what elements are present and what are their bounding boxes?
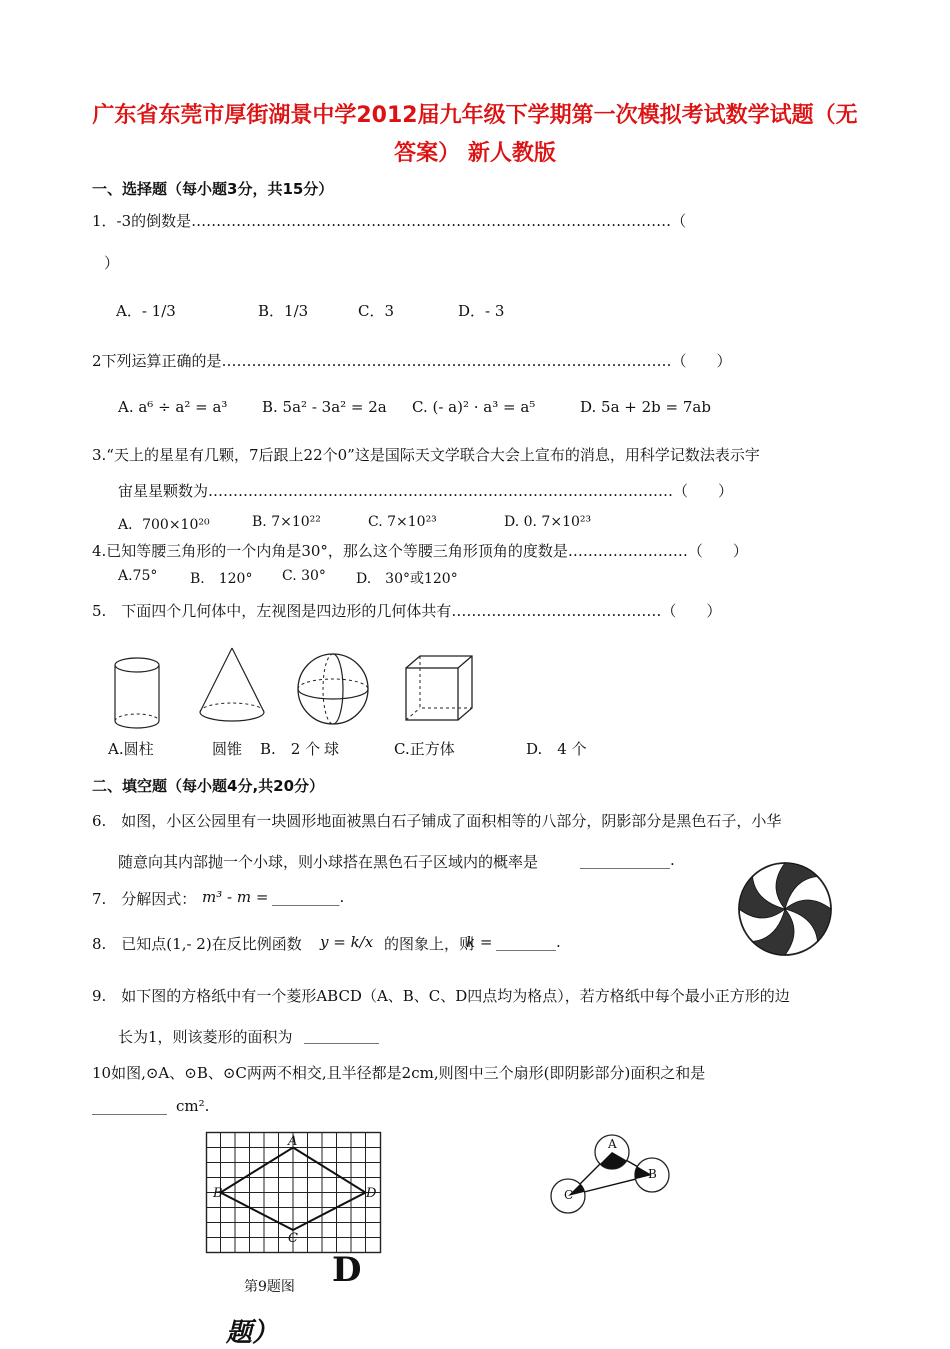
- q3-line-2: 宙星星颗数为…………………………………………………………………………………（ ）: [118, 482, 734, 500]
- fig9-stray-letter: D: [332, 1250, 362, 1290]
- q9-line-1: 9. 如下图的方格纸中有一个菱形ABCD（A、B、C、D四点均为格点），若方格纸中每个最小正方形的边: [92, 987, 790, 1005]
- q5-option-b: B. 2 个: [260, 740, 321, 758]
- pinwheel-figure: [736, 860, 834, 958]
- q10-line-1: 10如图,⊙A、⊙B、⊙C两两不相交,且半径都是2cm,则图中三个扇形(即阴影部分)面积之和是: [92, 1064, 706, 1082]
- section-1-heading: 一、选择题（每小题3分，共15分）: [92, 180, 334, 198]
- title-line-2: 答案） 新人教版: [394, 141, 556, 166]
- q7-expression: m³ - m =: [202, 888, 269, 906]
- q2-stem: 2下列运算正确的是………………………………………………………………………………（ ）: [92, 352, 732, 370]
- q9-blank: __________: [304, 1026, 379, 1044]
- cone-figure: [196, 646, 268, 730]
- q4-option-c: C. 30°: [282, 568, 326, 584]
- q8-function: y = k/x: [320, 933, 374, 951]
- q8-blank: ________.: [496, 933, 561, 951]
- q2-option-a: A. a⁶ ÷ a² = a³: [118, 398, 228, 416]
- q3-option-c: C. 7×10²³: [368, 514, 437, 530]
- q6-line-1: 6. 如图，小区公园里有一块圆形地面被黑白石子铺成了面积相等的八部分，阴影部分是黑色石子，小华: [92, 812, 782, 830]
- title-line-1: 广东省东莞市厚街湖景中学2012届九年级下学期第一次模拟考试数学试题（无: [92, 103, 858, 128]
- sphere-figure: [296, 652, 372, 728]
- q3-option-d: D. 0. 7×10²³: [504, 514, 592, 530]
- q8-rest: 的图象上，则: [384, 935, 475, 953]
- q4-stem: 4.已知等腰三角形的一个内角是30°，那么这个等腰三角形顶角的度数是……………………（ ）: [92, 542, 748, 560]
- q10-unit: cm².: [176, 1097, 210, 1115]
- footer-fragment: 题）: [226, 1318, 279, 1348]
- q1-option-a: A．- 1/3: [116, 302, 176, 320]
- q2-option-b: B. 5a² - 3a² = 2a: [262, 398, 387, 416]
- q3-line-1: 3.“天上的星星有几颗，7后跟上22个0”这是国际天文学联合大会上宣布的消息，用科学记数法表示宇: [92, 446, 760, 464]
- q7-stem: 7. 分解因式：: [92, 890, 197, 908]
- fig9-point-c: C: [288, 1231, 298, 1246]
- q2-option-c: C. (- a)² · a³ = a⁵: [412, 398, 536, 416]
- q6-blank: ____________.: [580, 851, 675, 869]
- q3-option-b: B. 7×10²²: [252, 514, 321, 530]
- fig9-caption: 第9题图: [244, 1279, 295, 1295]
- fig9-point-b: B: [213, 1186, 223, 1201]
- q1-close: ）: [104, 254, 120, 272]
- q6-line-2: 随意向其内部抛一个小球，则小球搭在黑色石子区域内的概率是: [118, 853, 539, 871]
- q1-option-b: B．1/3: [258, 302, 309, 320]
- section-2-heading: 二、填空题（每小题4分,共20分）: [92, 777, 325, 795]
- fig10-point-b: B: [648, 1167, 657, 1181]
- fig10-point-c: C: [564, 1188, 574, 1202]
- q7-blank: _________.: [272, 888, 345, 906]
- q8-stem: 8. 已知点(1,- 2)在反比例函数: [92, 935, 302, 953]
- q5-stem: 5. 下面四个几何体中，左视图是四边形的几何体共有……………………………………（ ）: [92, 602, 722, 620]
- q2-option-d: D. 5a + 2b = 7ab: [580, 398, 711, 416]
- q1-option-d: D．- 3: [458, 302, 505, 320]
- q5-label-cylinder: A.圆柱: [108, 740, 154, 758]
- q4-option-b: B. 120°: [190, 571, 253, 587]
- q4-option-d: D. 30°或120°: [356, 571, 458, 587]
- q3-option-a: A．700×10²⁰: [118, 517, 210, 533]
- q5-option-d: D. 4 个: [526, 740, 587, 758]
- q5-label-sphere: 球: [324, 740, 340, 758]
- q4-option-a: A.75°: [118, 568, 158, 584]
- fig10-point-a: A: [608, 1137, 617, 1151]
- q9-line-2: 长为1，则该菱形的面积为: [118, 1028, 293, 1046]
- cylinder-figure: [110, 655, 170, 735]
- q1-option-c: C．3: [358, 302, 395, 320]
- q5-label-cone: 圆锥: [212, 740, 243, 758]
- q10-blank: __________: [92, 1097, 167, 1115]
- q1-stem: 1．-3的倒数是……………………………………………………………………………………（: [92, 212, 687, 230]
- fig9-point-a: A: [288, 1134, 298, 1149]
- fig9-point-d: D: [366, 1186, 377, 1201]
- q8-variable: k =: [466, 933, 493, 951]
- q5-option-c: C.正方体: [394, 740, 455, 758]
- cube-figure: [404, 654, 476, 726]
